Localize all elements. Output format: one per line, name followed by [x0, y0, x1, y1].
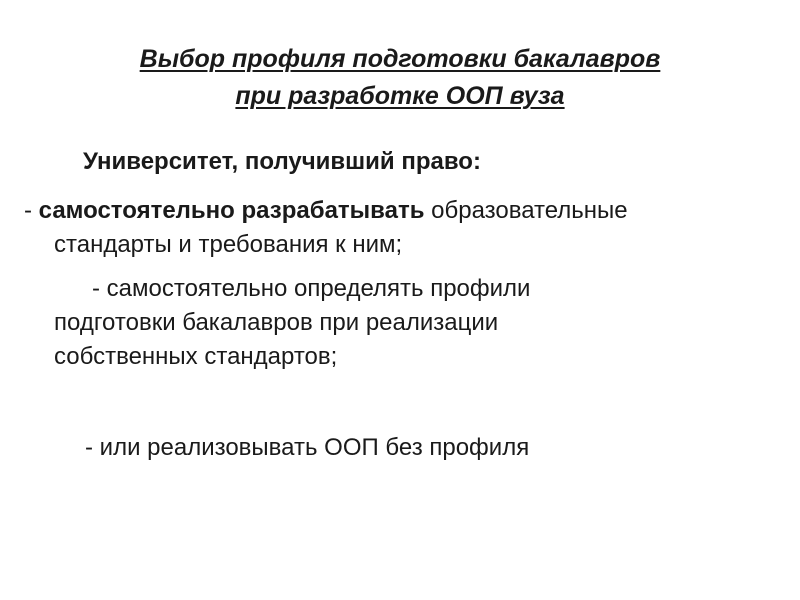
list-item-1-text: образовательные	[424, 197, 628, 224]
list-item-3-line-1: - или реализовывать ООП без профиля	[85, 434, 530, 461]
list-item-2-line-2: подготовки бакалавров при реализации	[54, 309, 499, 336]
list-item-1-line-2: стандарты и требования к ним;	[54, 231, 403, 258]
slide-title-line-1: Выбор профиля подготовки бакалавров	[139, 45, 661, 73]
list-item-1-line-1	[24, 196, 628, 226]
slide-title-line-2: при разработке ООП вуза	[235, 82, 565, 110]
intro-text: Университет, получивший право:	[83, 148, 481, 175]
list-item-2-line-3: собственных стандартов;	[54, 343, 338, 370]
list-item-2-line-1: - самостоятельно определять профили	[92, 275, 531, 302]
list-item-1-dash: -	[24, 197, 39, 224]
list-item-1-bold-text: самостоятельно разрабатывать	[38, 197, 425, 224]
